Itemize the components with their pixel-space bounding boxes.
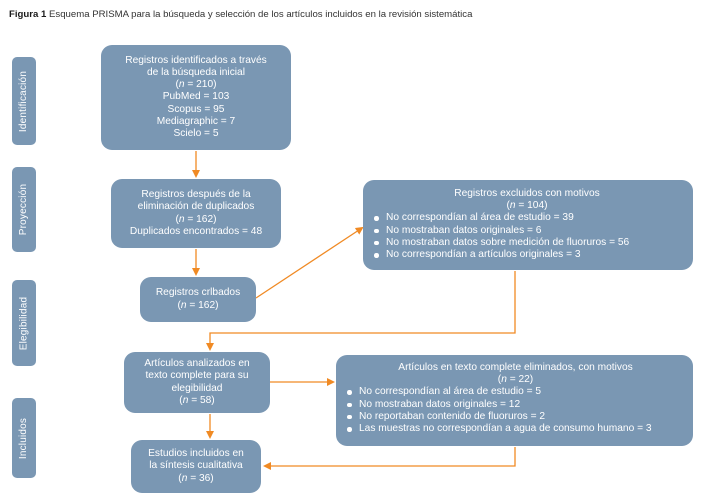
excluded-title: Registros excluidos con motivos [454, 188, 600, 199]
deduplicated-count: (n = 162) [175, 213, 217, 225]
figure-title: Esquema PRISMA para la búsqueda y selección de los artículos incluidos en la revisión sistemática [49, 9, 473, 20]
box-studies-included [131, 440, 261, 493]
figure-label: Figura 1 [9, 9, 47, 20]
fulltext-excluded-reason: No mostraban datos originales = 12 [344, 399, 687, 411]
included-line-1: Estudios incluidos en [148, 448, 244, 460]
excluded-reasons-list [371, 212, 683, 261]
box-records-excluded [363, 180, 693, 270]
stage-elegibilidad-label: Elegibilidad [18, 296, 30, 350]
box-records-deduplicated [111, 179, 281, 248]
stage-identificacion-label: Identificación [18, 70, 30, 132]
stage-incluidos-label: Incluidos [18, 417, 30, 459]
excluded-reason: No mostraban datos sobre medición de fluoruros = 56 [371, 237, 683, 249]
identified-scielo: Scielo = 5 [173, 128, 219, 139]
stage-proyeccion-label: Proyección [18, 183, 30, 236]
analyzed-line-1: Artículos analizados en [144, 358, 250, 370]
box-records-screened [140, 277, 256, 322]
fulltext-excluded-reasons-list [344, 386, 687, 435]
box-fulltext-excluded [336, 355, 693, 446]
deduplicated-line-1: Registros después de la [141, 189, 251, 201]
excluded-reason: No mostraban datos originales = 6 [371, 225, 683, 237]
included-count: (n = 36) [178, 472, 214, 484]
excluded-count: (n = 104) [506, 200, 548, 212]
identified-line-1: Registros identificados a través [125, 54, 267, 66]
identified-line-2: de la búsqueda inicial [147, 66, 245, 78]
fulltext-excluded-title: Artículos en texto complete eliminados, con motivos [398, 362, 633, 373]
fulltext-excluded-count: (n = 22) [497, 374, 534, 386]
identified-scopus: Scopus = 95 [167, 103, 225, 115]
excluded-reason: No correspondían a artículos originales = 3 [371, 249, 683, 261]
identified-mediagraphic: Mediagraphic = 7 [156, 115, 236, 127]
fulltext-excluded-reason: No reportaban contenido de fluoruros = 2 [344, 411, 687, 423]
analyzed-line-2: texto complete para su [145, 370, 249, 382]
analyzed-count: (n = 58) [179, 394, 215, 406]
deduplicated-duplicates: Duplicados encontrados = 48 [129, 225, 263, 237]
box-articles-analyzed [124, 352, 270, 413]
excluded-reason: No correspondían al área de estudio = 39 [371, 212, 683, 224]
screened-count: (n = 162) [177, 299, 219, 311]
fulltext-excluded-reason: Las muestras no correspondían a agua de consumo humano = 3 [344, 423, 687, 435]
box-records-identified [101, 45, 291, 150]
analyzed-line-3: elegibilidad [171, 382, 223, 394]
identified-pubmed: PubMed = 103 [162, 91, 230, 103]
screened-line-1: Registros crlbados [155, 287, 241, 299]
identified-count: (n = 210) [175, 79, 217, 91]
deduplicated-line-2: eliminación de duplicados [137, 201, 255, 213]
fulltext-excluded-reason: No correspondían al área de estudio = 5 [344, 386, 687, 398]
included-line-2: la síntesis cualitativa [149, 460, 243, 472]
arrow-fulltext-excluded-to-included [265, 447, 515, 466]
